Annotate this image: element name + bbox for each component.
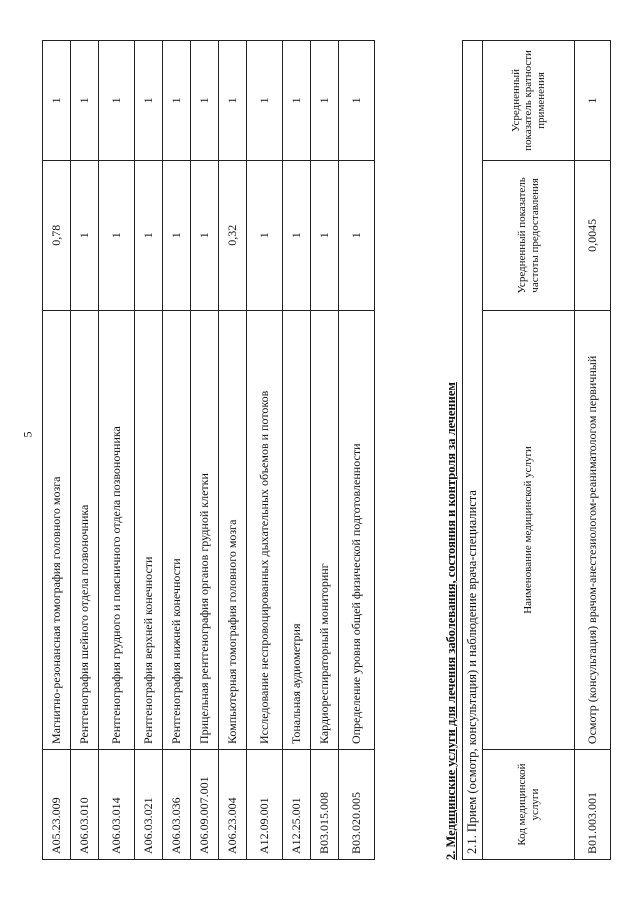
table-row bbox=[311, 41, 339, 860]
service-name: Рентгенография верхней конечности bbox=[135, 310, 163, 749]
service-name: Компьютерная томография головного мозга bbox=[219, 310, 247, 749]
frequency-value: 1 bbox=[247, 160, 283, 310]
table-row bbox=[43, 41, 71, 860]
service-code: A06.09.007.001 bbox=[191, 750, 219, 860]
table-row bbox=[99, 41, 135, 860]
header-name: Наименование медицинской услуги bbox=[483, 310, 575, 749]
service-name: Определение уровня общей физической подготовленности bbox=[339, 310, 375, 749]
specialist-services-table bbox=[462, 40, 611, 860]
service-code: B03.020.005 bbox=[339, 750, 375, 860]
service-name: Осмотр (консультация) врачом-анестезиологом-реаниматологом первичный bbox=[575, 310, 611, 749]
multiplicity-value: 1 bbox=[575, 41, 611, 161]
frequency-value: 1 bbox=[339, 160, 375, 310]
service-code: B01.003.001 bbox=[575, 750, 611, 860]
table-row bbox=[575, 41, 611, 860]
service-code: A05.23.009 bbox=[43, 750, 71, 860]
multiplicity-value: 1 bbox=[283, 41, 311, 161]
service-name: Рентгенография нижней конечности bbox=[163, 310, 191, 749]
service-name: Прицельная рентгенография органов грудной клетки bbox=[191, 310, 219, 749]
multiplicity-value: 1 bbox=[135, 41, 163, 161]
table-row bbox=[163, 41, 191, 860]
service-name: Магнитно-резонансная томография головного мозга bbox=[43, 310, 71, 749]
service-name: Рентгенография шейного отдела позвоночника bbox=[71, 310, 99, 749]
frequency-value: 1 bbox=[71, 160, 99, 310]
frequency-value: 0,78 bbox=[43, 160, 71, 310]
table-row bbox=[219, 41, 247, 860]
frequency-value: 0,0045 bbox=[575, 160, 611, 310]
multiplicity-value: 1 bbox=[219, 41, 247, 161]
subsection-title: 2.1. Прием (осмотр, консультация) и наблюдение врача-специалиста bbox=[463, 41, 483, 860]
table-header-row bbox=[483, 41, 575, 860]
table-row bbox=[135, 41, 163, 860]
frequency-value: 1 bbox=[135, 160, 163, 310]
multiplicity-value: 1 bbox=[247, 41, 283, 161]
services-table bbox=[42, 40, 375, 860]
table-row bbox=[71, 41, 99, 860]
multiplicity-value: 1 bbox=[163, 41, 191, 161]
service-code: A06.03.036 bbox=[163, 750, 191, 860]
multiplicity-value: 1 bbox=[99, 41, 135, 161]
service-code: A12.25.001 bbox=[283, 750, 311, 860]
rotated-page-content bbox=[42, 40, 602, 860]
multiplicity-value: 1 bbox=[339, 41, 375, 161]
service-code: B03.015.008 bbox=[311, 750, 339, 860]
table-row bbox=[283, 41, 311, 860]
table-subtitle-row bbox=[463, 41, 483, 860]
frequency-value: 1 bbox=[191, 160, 219, 310]
page-number: 5 bbox=[20, 431, 35, 438]
frequency-value: 1 bbox=[163, 160, 191, 310]
service-name: Кардиореспираторный мониторинг bbox=[311, 310, 339, 749]
multiplicity-value: 1 bbox=[43, 41, 71, 161]
section-title: 2. Медицинские услуги для лечения заболевания, состояния и контроля за лечением bbox=[444, 382, 458, 860]
service-code: A06.23.004 bbox=[219, 750, 247, 860]
service-code: A06.03.010 bbox=[71, 750, 99, 860]
service-code: A06.03.021 bbox=[135, 750, 163, 860]
multiplicity-value: 1 bbox=[71, 41, 99, 161]
service-name: Тональная аудиометрия bbox=[283, 310, 311, 749]
table-row bbox=[339, 41, 375, 860]
service-code: A06.03.014 bbox=[99, 750, 135, 860]
header-frequency: Усредненный показатель частоты предоставления bbox=[483, 160, 575, 310]
service-name: Рентгенография грудного и поясничного отдела позвоночника bbox=[99, 310, 135, 749]
service-code: A12.09.001 bbox=[247, 750, 283, 860]
service-name: Исследование неспровоцированных дыхательных объемов и потоков bbox=[247, 310, 283, 749]
table-row bbox=[247, 41, 283, 860]
multiplicity-value: 1 bbox=[311, 41, 339, 161]
header-code: Код медицинской услуги bbox=[483, 750, 575, 860]
frequency-value: 1 bbox=[311, 160, 339, 310]
table-row bbox=[191, 41, 219, 860]
multiplicity-value: 1 bbox=[191, 41, 219, 161]
frequency-value: 1 bbox=[99, 160, 135, 310]
frequency-value: 0,32 bbox=[219, 160, 247, 310]
frequency-value: 1 bbox=[283, 160, 311, 310]
header-multiplicity: Усредненный показатель кратности применения bbox=[483, 41, 575, 161]
